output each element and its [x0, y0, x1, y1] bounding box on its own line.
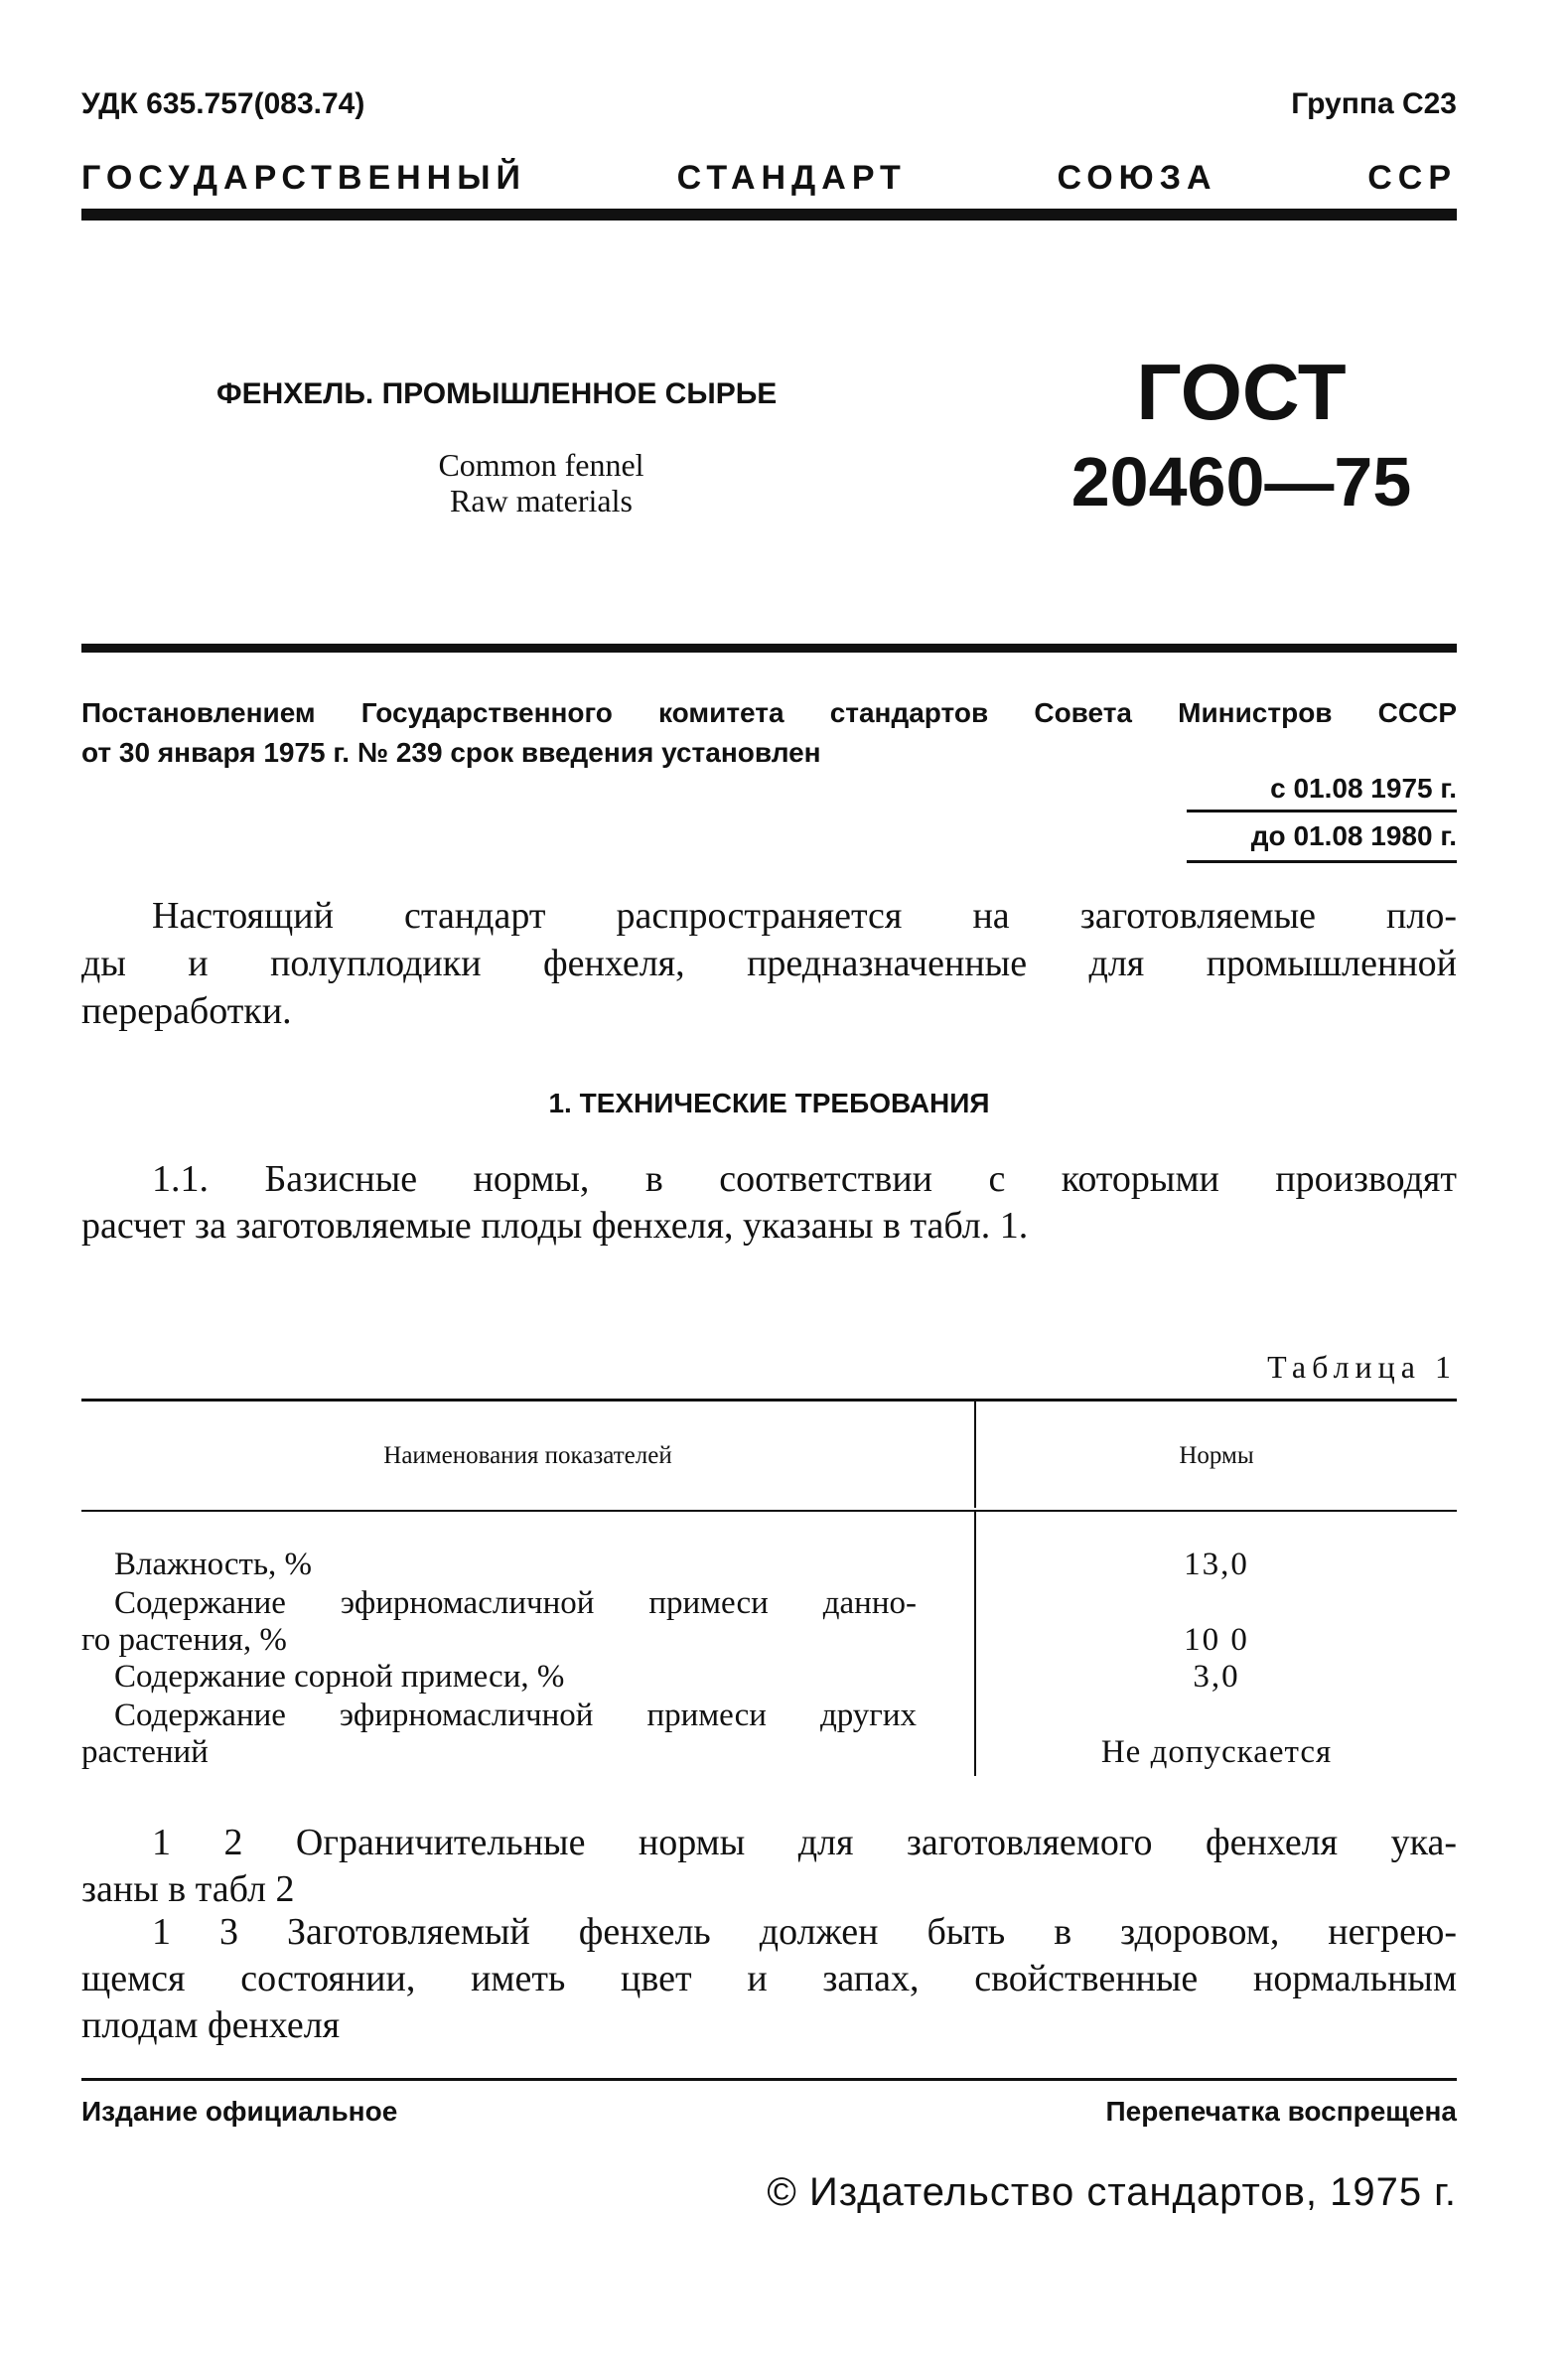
table1-row4-value: Не допускается: [1100, 1734, 1333, 1770]
table1-row3-name: Содержание сорной примеси, %: [114, 1659, 565, 1695]
gost-number: 20460—75: [1070, 443, 1412, 520]
table1-top-rule: [81, 1399, 1457, 1402]
date-bottom-rule: [1187, 860, 1457, 863]
p12-line2: заны в табл 2: [81, 1868, 295, 1910]
gost-label: ГОСТ: [1136, 348, 1347, 436]
section1-heading: 1. ТЕХНИЧЕСКИЕ ТРЕБОВАНИЯ: [548, 1088, 990, 1118]
decree-line1: Постановлением Государственного комитета стандартов Совета Министров СССР: [81, 697, 1457, 728]
p11-line1: 1.1. Базисные нормы, в соответствии с которыми производят: [152, 1158, 1457, 1200]
publisher-copyright: © Издательство стандартов, 1975 г.: [767, 2170, 1457, 2214]
title-block-rule: [81, 644, 1457, 653]
table1-header-rule: [81, 1510, 1457, 1512]
intro-line2: ды и полуплодики фенхеля, предназначенные для промышленной: [81, 943, 1457, 984]
table1-row4-name-line2: растений: [81, 1734, 209, 1770]
footer-rule: [81, 2078, 1457, 2081]
intro-line1: Настоящий стандарт распространяется на заготовляемые пло-: [152, 895, 1457, 937]
table1-caption: Таблица 1: [1267, 1349, 1457, 1385]
p13-line1: 1 3 Заготовляемый фенхель должен быть в здоровом, негрею-: [152, 1911, 1457, 1953]
state-standard-banner: ГОСУДАРСТВЕННЫЙ СТАНДАРТ СОЮЗА ССР: [81, 159, 1457, 197]
effective-date-to: до 01.08 1980 г.: [1250, 820, 1457, 851]
table1-row1-name: Влажность, %: [114, 1547, 313, 1582]
table1-row3-value: 3,0: [1193, 1659, 1240, 1695]
document-title-en-line2: Raw materials: [450, 483, 633, 518]
table1-col-header-norms: Нормы: [1179, 1442, 1254, 1469]
date-separator-rule: [1187, 810, 1457, 812]
p11-line2: расчет за заготовляемые плоды фенхеля, указаны в табл. 1.: [81, 1205, 1029, 1247]
decree-line2: от 30 января 1975 г. № 239 срок введения установлен: [81, 737, 821, 768]
p13-line2: щемся состоянии, иметь цвет и запах, свойственные нормальным: [81, 1958, 1457, 1999]
table1-row1-value: 13,0: [1184, 1547, 1249, 1582]
table1-row2-value: 10 0: [1184, 1622, 1249, 1658]
p12-line1: 1 2 Ограничительные нормы для заготовляемого фенхеля ука-: [152, 1822, 1457, 1863]
document-title-en-line1: Common fennel: [438, 447, 644, 483]
table1-row4-name-line1: Содержание эфирномасличной примеси других: [114, 1698, 917, 1733]
effective-date-from: с 01.08 1975 г.: [1270, 773, 1457, 804]
table1-row2-name-line2: го растения, %: [81, 1622, 287, 1658]
p13-line3: плодам фенхеля: [81, 2004, 341, 2046]
reprint-prohibited-label: Перепечатка воспрещена: [1105, 2096, 1457, 2127]
group-code: Группа С23: [1291, 87, 1457, 120]
document-title-ru: ФЕНХЕЛЬ. ПРОМЫШЛЕННОЕ СЫРЬЕ: [216, 377, 778, 410]
banner-thick-rule: [81, 209, 1457, 221]
udk-code: УДК 635.757(083.74): [81, 87, 365, 120]
table1-col-header-name: Наименования показателей: [383, 1442, 672, 1469]
official-edition-label: Издание официальное: [81, 2096, 398, 2127]
intro-line3: переработки.: [81, 990, 292, 1032]
table1-row2-name-line1: Содержание эфирномасличной примеси данно-: [114, 1585, 917, 1621]
